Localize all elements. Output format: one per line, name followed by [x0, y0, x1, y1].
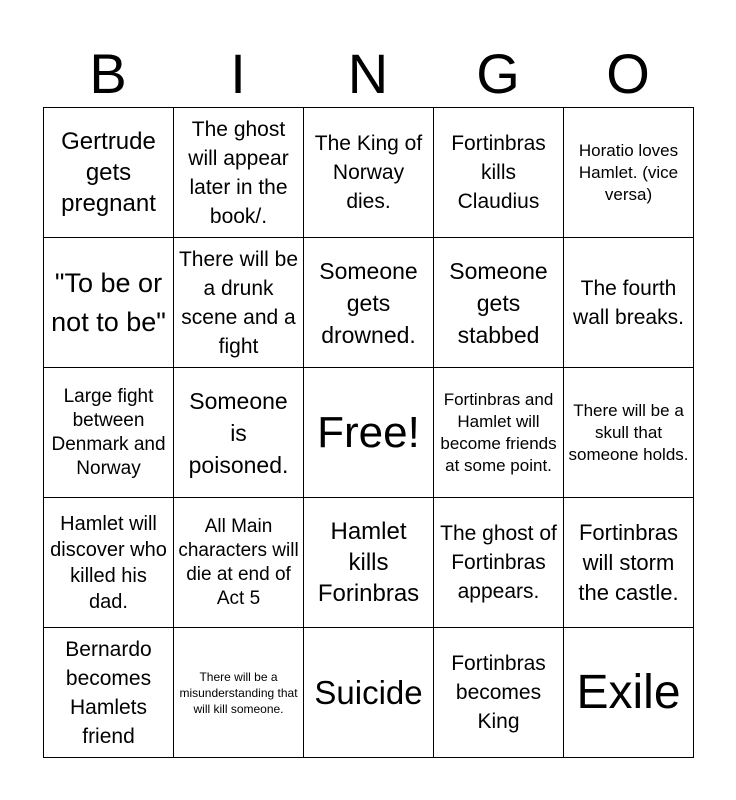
- bingo-cell[interactable]: Hamlet kills Forinbras: [304, 498, 434, 628]
- bingo-cell[interactable]: Fortinbras and Hamlet will become friends at some point.: [434, 368, 564, 498]
- bingo-cell[interactable]: The King of Norway dies.: [304, 108, 434, 238]
- bingo-board: [43, 107, 694, 758]
- bingo-cell[interactable]: Gertrude gets pregnant: [44, 108, 174, 238]
- bingo-cell[interactable]: There will be a misunderstanding that will kill someone.: [174, 628, 304, 758]
- bingo-cell[interactable]: Someone gets drowned.: [304, 238, 434, 368]
- header-letter-o: O: [606, 42, 650, 105]
- bingo-cell[interactable]: Fortinbras becomes King: [434, 628, 564, 758]
- header-letter-g: G: [476, 42, 520, 105]
- free-space-cell[interactable]: Free!: [304, 368, 434, 498]
- bingo-cell[interactable]: All Main characters will die at end of Act 5: [174, 498, 304, 628]
- bingo-cell[interactable]: Large fight between Denmark and Norway: [44, 368, 174, 498]
- bingo-cell[interactable]: Suicide: [304, 628, 434, 758]
- bingo-cell[interactable]: Bernardo becomes Hamlets friend: [44, 628, 174, 758]
- bingo-cell[interactable]: "To be or not to be": [44, 238, 174, 368]
- bingo-cell[interactable]: The fourth wall breaks.: [564, 238, 694, 368]
- bingo-cell[interactable]: Fortinbras will storm the castle.: [564, 498, 694, 628]
- board-row: [44, 628, 694, 758]
- board-row: [44, 108, 694, 238]
- bingo-header: [43, 40, 693, 108]
- bingo-cell[interactable]: Fortinbras kills Claudius: [434, 108, 564, 238]
- bingo-cell[interactable]: The ghost of Fortinbras appears.: [434, 498, 564, 628]
- bingo-cell[interactable]: Horatio loves Hamlet. (vice versa): [564, 108, 694, 238]
- board-row: [44, 498, 694, 628]
- board-row: [44, 368, 694, 498]
- bingo-cell[interactable]: Exile: [564, 628, 694, 758]
- bingo-cell[interactable]: Someone gets stabbed: [434, 238, 564, 368]
- bingo-cell[interactable]: The ghost will appear later in the book/.: [174, 108, 304, 238]
- board-row: [44, 238, 694, 368]
- header-letter-b: B: [89, 42, 127, 105]
- bingo-cell[interactable]: There will be a skull that someone holds.: [564, 368, 694, 498]
- header-letter-i: I: [230, 42, 246, 105]
- bingo-cell[interactable]: Someone is poisoned.: [174, 368, 304, 498]
- header-letter-n: N: [347, 42, 389, 105]
- bingo-cell[interactable]: There will be a drunk scene and a fight: [174, 238, 304, 368]
- bingo-cell[interactable]: Hamlet will discover who killed his dad.: [44, 498, 174, 628]
